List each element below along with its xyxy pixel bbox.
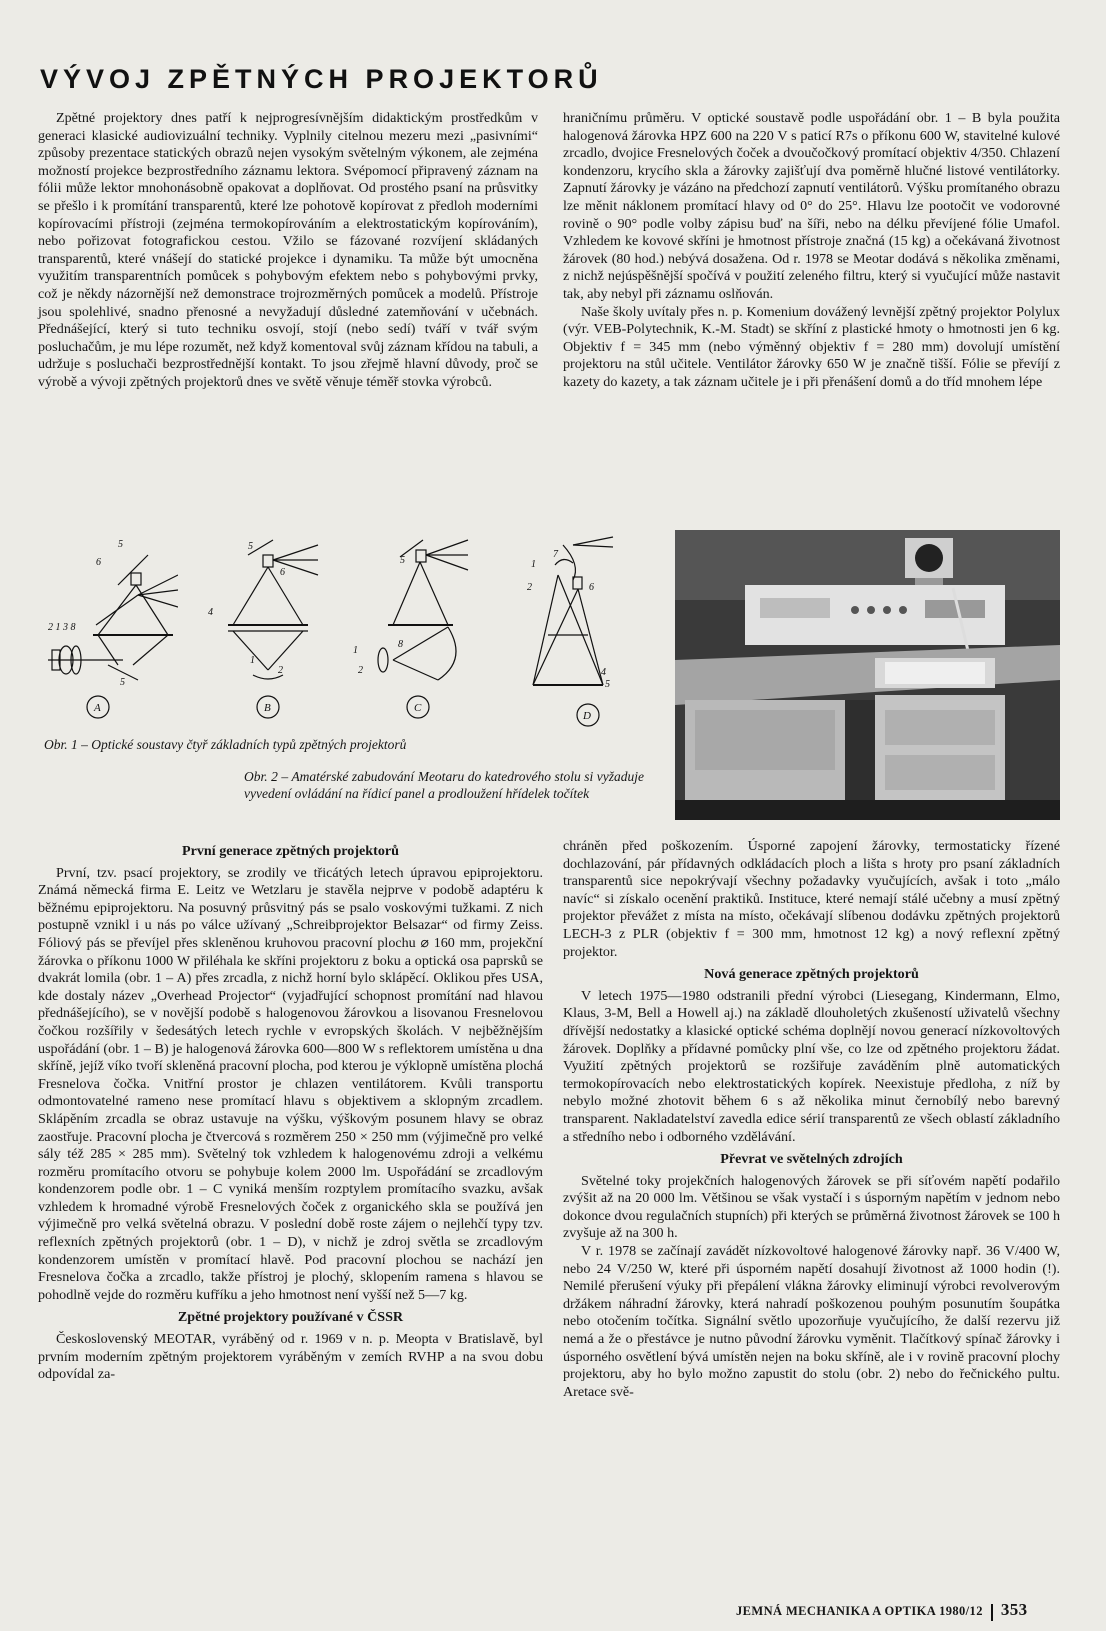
section-heading: Nová generace zpětných projektorů xyxy=(704,966,919,983)
paragraph: V letech 1975—1980 odstranili přední výrobci (Liesegang, Kindermann, Elmo, Klaus, 3-M, Bell a Howell aj.) na základě dlouholetých zkušeností uživatelů všechny dřívější nedostatky a klasické optické schéma doplnějí novou generací nízkovoltových žárovek. Doplňky a přídavné pomůcky plní vše, co lze od zpětného projektoru žádat. Využití zpětných projektorů se rozšiřuje zaváděním plně automatických termokopírovacích nebo elektrostatických kopírek. Neexistuje předloha, z níž by nebylo možné zhotovit během 6 s až několika minut černobílý nebo barevný transparent. Nakladatelství zavedla edice sérií transparentů ze všech oblastí základního a středního nebo i odborného vzdělávání. xyxy=(563,987,1060,1145)
paragraph: Československý MEOTAR, vyráběný od r. 1969 v n. p. Meopta v Bratislavě, byl prvním moderním zpětným projektorem vyráběným v zemích RVHP a na svou dobu odpovídal za- xyxy=(38,1331,543,1383)
diagram-label: B xyxy=(264,702,271,714)
paragraph: Zpětné projektory dnes patří k nejprogresívnějším didaktickým prostředkům v generaci klasické audiovizuální techniky. Vyplnily citelnou mezeru mezi „pasivními“ způsoby prezentace statických obrazů nejen vysokým světelným výkonem, ale zejména možností projekce bezprostředního záznamu lektora. Svépomocí připravený záznam na fólii může lektor mnohonásobně opakovat a doplňovat. Od prostého psaní na průsvitky se přešlo i k promítání transparentů, které lze pohotově kopírovat z předloh moderními kopírovacími přístroji (zejména termokopírováním a elektrostatickým kopírováním), nebo pořizovat fotografickou cestou. Vžilo se fázované rozvíjení skládaných transparentů, které vnášejí do statické projekce i dynamiku. Ta může být umocněna využitím transparentních pomůcek s pohybovým efektem nebo s pohybovými prvky, což je někdy názornější než demonstrace trojrozměrných pomůcek a modelů. Přístroje jsou spolehlivé, snadno přenosné a nevyžadují důsledné zatemňování v učebnách. Přednášející, který si tuto techniku osvojí, stojí (nebo sedí) tváří v tvář svým posluchačům, je mu lépe rozumět, než když komentoval svůj záznam křídou na tabuli, a udržuje s posluchači bezprostřednější kontakt. To jsou zřejmě hlavní důvody, proč se výrobě a vývoji zpětných projektorů dnes ve světě věnuje téměř stovka výrobců. xyxy=(38,110,538,390)
article-title: VÝVOJ ZPĚTNÝCH PROJEKTORŮ xyxy=(40,64,603,94)
svg-text:5: 5 xyxy=(120,677,125,688)
svg-text:2: 2 xyxy=(358,665,363,676)
svg-text:6: 6 xyxy=(589,582,594,593)
column-bottom-left xyxy=(38,838,543,1384)
paragraph: Naše školy uvítaly přes n. p. Komenium dovážený levnější zpětný projektor Polylux (výr. VEB-Polytechnik, K.-M. Stadt) se skříní z plastické hmoty o hmotnosti jen 6 kg. Objektiv f = 345 mm (nebo výměnný objektiv f = 280 mm) dovolují umístění projektoru na stůl učitele. Ventilátor žárovky 650 W je značně tišší. Fólie se převíjí z kazety do kazety, a tak záznam učitele je i při přenášení domů a do tříd mnohem lépe xyxy=(563,303,1060,390)
svg-text:4: 4 xyxy=(601,667,606,678)
journal-name: JEMNÁ MECHANIKA A OPTIKA 1980/12 xyxy=(736,1604,983,1618)
svg-text:5: 5 xyxy=(605,679,610,690)
diagram-a xyxy=(38,535,178,735)
footer-separator xyxy=(991,1604,993,1621)
section-heading: První generace zpětných projektorů xyxy=(182,843,399,859)
column-top-right xyxy=(563,110,1060,392)
figure-2-photo xyxy=(675,530,1060,820)
column-bottom-right xyxy=(563,838,1060,1401)
column-top-left xyxy=(38,110,538,392)
svg-text:6: 6 xyxy=(280,567,285,578)
figure-1-caption: Obr. 1 – Optické soustavy čtyř základních typů zpětných projektorů xyxy=(44,737,407,752)
diagram-b xyxy=(188,535,328,735)
svg-text:6: 6 xyxy=(96,557,101,568)
svg-text:2: 2 xyxy=(527,582,532,593)
svg-text:8: 8 xyxy=(398,639,403,650)
svg-text:7: 7 xyxy=(553,549,558,560)
diagram-c xyxy=(338,535,478,735)
svg-text:1: 1 xyxy=(531,559,536,570)
diagram-d xyxy=(493,535,633,735)
svg-text:5: 5 xyxy=(118,539,123,550)
paragraph: Světelné toky projekčních halogenových žárovek se při síťovém napětí podařilo zvýšit až na 20 000 lm. Většinou se však vystačí i s úsporným napětím v jednom nebo dokonce dvou regulačních stupních) při kterých se průměrná životnost žárovek se 100 h zvyšuje až na 300 h. xyxy=(563,1172,1060,1242)
diagram-label: D xyxy=(583,710,591,722)
paragraph: chráněn před poškozením. Úsporné zapojení žárovky, termostaticky řízené dochlazování, pár přídavných odkládacích ploch a lišta s hroty pro psaní základních transparentů sice nepokrývají všechny požadavky vyučujících, avšak i toto „málo navíc“ si získalo ocenění praktiků. Instituce, které nemají stálé učebny a musí zpětný projektor převážet z místa na místo, očekávají slíbenou dodávku zpětných projektorů LECH-3 z PLR (objektiv f = 300 mm, hmotnost 12 kg) a nový reflexní zpětný projektor. xyxy=(563,838,1060,960)
paragraph: První, tzv. psací projektory, se zrodily ve třicátých letech úpravou epiprojektoru. Známá německá firma E. Leitz ve Wetzlaru je stavěla nejprve v podobě adaptéru k běžnému epiprojektoru. Na posuvný průsvitný pás se psalo voskovými tužkami. Z nich postupně vznikl i u nás po válce užívaný „Schreibprojektor Belsazar“ od firmy Zeiss. Fóliový pás se převíjel přes skleněnou kruhovou pracovní plochu ⌀ 160 mm, projekční žárovka o příkonu 1000 W přiléhala ke skříni projektoru z boku a optická osa paprsků se dvakrát lomila (obr. 1 – A) přes zrcadla, z nichž horní bylo sklápěcí. Oklikou přes USA, kde dostaly název „Overhead Projector“ (vyjadřující schopnost promítání nad hlavou přednášejícího), se v novější podobě s halogenovou žárovkou a lisovanou Fresnelovou čočkou rozšířily v šedesátých letech rychle v evropských školách. V nejběžnějším uspořádání (obr. 1 – B) je halogenová žárovka 600—800 W s reflektorem umístěna u dna skříně, jejíž víko tvoří skleněná pracovní plocha, pod kterou je výklopně umístěna plochá Fresnelova čočka. Vnitřní prostor je chlazen ventilátorem. Kvůli transportu odmontovatelné rameno nese promítací hlavu s objektivem a sklopným zrcadlem. Sklápěním zrcadla se obraz ustavuje na výšku, výškovým posunem hlavy se obraz zaostřuje. Pracovní plocha je čtvercová s rozměrem 250 × 250 mm (výjimečně pro velké sály též 285 × 285 mm). Světelný tok vzhledem k halogenovému zdroji a velkému rozměru promítacího otvoru se pohybuje kolem 2000 lm. Uspořádání se zrcadlovým kondenzorem podle obr. 1 – C vyniká menším rozptylem promítacího svazku, avšak vzhledem k hromadné výrobě Fresnelových čoček z organického skla se používá jen výjimečně pro velká světelná obrazu. V poslední době roste zájem o nejlehčí typy tzv. reflexních zpětných projektorů (obr. 1 – D), v nichž je zdroj světla se zrcadlovým kondenzorem umístěn v promítací hlavě. Pod pracovní plochou se nachází jen Fresnelova čočka a zrcadlo, takže přístroj je plochý, sklopením ramena s hlavou se pohodlně vejde do rozměru kufříku a jeho hmotnost není vyšší než 5—7 kg. xyxy=(38,864,543,1303)
svg-text:1: 1 xyxy=(353,645,358,656)
svg-text:2: 2 xyxy=(278,665,283,676)
section-heading: Zpětné projektory používané v ČSSR xyxy=(177,1309,404,1326)
figure-2-caption: Obr. 2 – Amatérské zabudování Meotaru do katedrového stolu si vyžaduje vyvedení ovládání na řídicí panel a prodloužení hřídelek točítek xyxy=(244,769,644,801)
diagram-label: C xyxy=(414,702,422,714)
diagram-label: A xyxy=(94,702,101,714)
page-number: 353 xyxy=(1000,1600,1028,1619)
svg-text:4: 4 xyxy=(208,607,213,618)
svg-text:5: 5 xyxy=(400,555,405,566)
page-footer xyxy=(736,1600,1028,1621)
svg-text:1: 1 xyxy=(250,655,255,666)
paragraph: V r. 1978 se začínají zavádět nízkovoltové halogenové žárovky např. 36 V/400 W, nebo 24 V/250 W, které při úsporném napětí dosahují životnost až 1000 hodin (!). Nemilé přerušení výuky při přepálení vlákna žárovky eliminují výrobci revolverovým držákem náhradní žárovky, která nahradí poškozenou pouhým posunutím šoupátka nebo otočením točítka. Signální světlo upozorňuje vyučujícího, že další rezervu již nemá a že o přestávce je nutno původní žárovku vyměnit. Tlačítkový spínač žárovky i úsporného osvětlení bývá umístěn nejen na boku skříně, ale i v rovině pracovní plochy projektoru, aby ho bylo možno zapustit do stolu (obr. 2) nebo do řečnického pultu. Aretace svě- xyxy=(563,1243,1060,1400)
section-heading: Převrat ve světelných zdrojích xyxy=(720,1151,903,1168)
figure-1-optical-diagrams xyxy=(38,535,638,735)
paragraph: hraničnímu průměru. V optické soustavě podle uspořádání obr. 1 – B byla použita halogenová žárovka HPZ 600 na 220 V s paticí R7s o příkonu 600 W, stavitelné kulové zrcadlo, dvojice Fresnelových čoček a dvoučočkový promítací objektiv 4/350. Chlazení kondenzoru, krycího skla a žárovky zajišťují dva poměrně hlučné listové ventilátorky. Zapnutí žárovky je vázáno na předchozí zapnutí ventilátorů. Výšku promítaného obrazu lze měnit náklonem promítací hlavy od 0° do 25°. Hlavu lze pootočit ve vodorovné rovině o 90° podle volby zápisu buď na šíři, nebo na délku převíjené fólie Umafol. Vzhledem ke kovové skříni je hmotnost přístroje značná (15 kg) a očekávaná životnost žárovek (80 hod.) nebývá dosažena. Od r. 1978 se Meotar dodává s několika změnami, z nichž nejúspěšnější spočívá v použití zeleného filtru, který si vyučující může nastavit tak, aby nebyl při záznamu oslňován. xyxy=(563,110,1060,302)
svg-text:5: 5 xyxy=(248,541,253,552)
svg-text:2 1 3 8: 2 1 3 8 xyxy=(48,622,76,633)
